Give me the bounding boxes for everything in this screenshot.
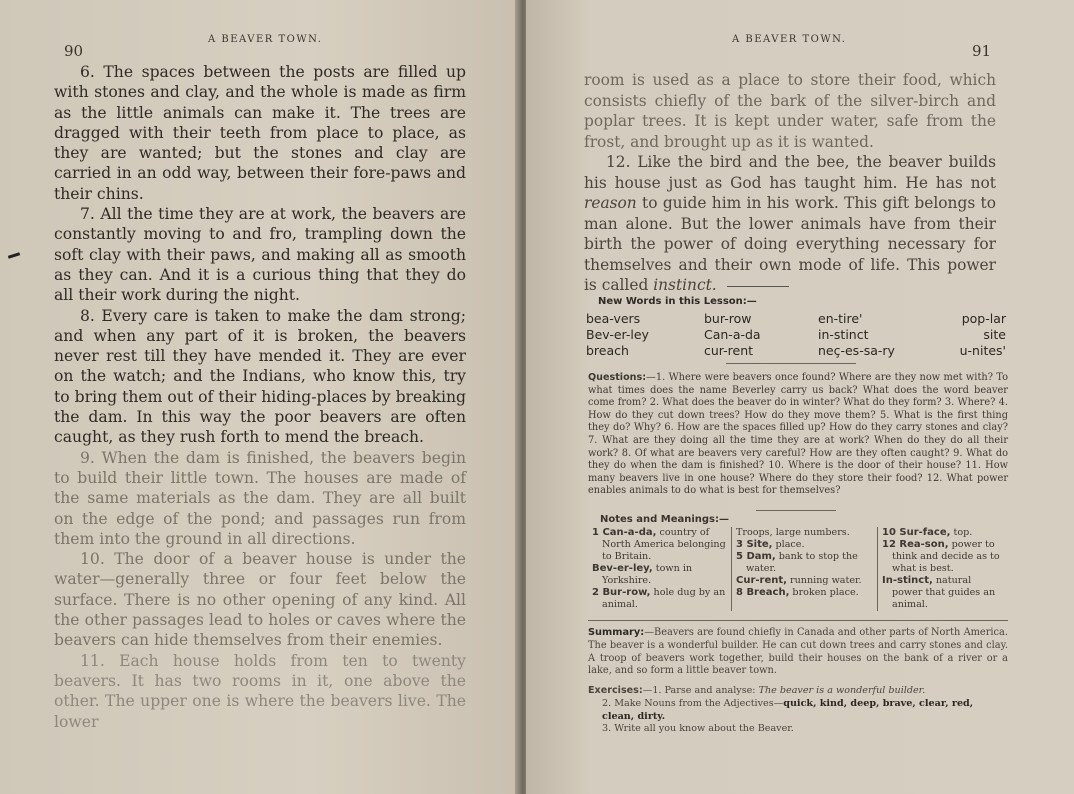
note-item: [736, 587, 873, 599]
note-item: [882, 527, 1004, 539]
note-item: [736, 539, 873, 551]
note-definition: place.: [772, 539, 805, 550]
summary-text: —Beavers are found chiefly in Canada and other parts of North America. The beaver is a wonderful builder. He can cut down trees and carry stones and clay. A troop of beavers work together, build their houses on the bank of a river or a lake, and so form a little beaver town.: [588, 627, 1008, 677]
questions-block: [588, 372, 1008, 498]
exercise-2: [588, 698, 1008, 724]
notes-column-1: [588, 527, 731, 611]
paragraph-9: 9. When the dam is finished, the beavers begin to build their little town. The houses are made of the same materials as the dam. They are all built on the edge of the pond; and passages run from them into the ground in all directions.: [54, 448, 466, 548]
divider: [756, 510, 836, 511]
paragraph-12-part-a: 12. Like the bird and the bee, the beaver builds his house just as God has taught him. He has not: [584, 153, 996, 192]
exercise-1: [588, 685, 1008, 698]
exercises-block: [588, 685, 1008, 736]
questions-label: Questions:: [588, 372, 647, 383]
note-definition: country of North America belonging to Britain.: [602, 527, 726, 562]
running-header-left: A BEAVER TOWN.: [208, 34, 323, 45]
word: u-nites': [959, 343, 1006, 358]
note-item: [592, 587, 727, 611]
note-definition: town in Yorkshire.: [602, 563, 693, 586]
pencil-mark: [8, 252, 20, 259]
note-item: [736, 527, 873, 539]
note-item: [736, 551, 873, 575]
note-term: 10 Sur-face,: [882, 527, 951, 538]
note-item: [736, 575, 873, 587]
new-words-grid: [586, 311, 1006, 358]
closing-rule: [727, 286, 789, 287]
note-item: [882, 539, 1004, 575]
paragraph-7: 7. All the time they are at work, the beavers are constantly moving to and fro, trampling down the soft clay with their paws, and making all as smooth as they can. And it is a curious thing that they do all their work during the night.: [54, 205, 466, 305]
note-definition: running water.: [786, 575, 862, 586]
word: Can-a-da: [704, 327, 761, 342]
word: site: [983, 327, 1006, 342]
note-term: Cur-rent,: [736, 575, 787, 586]
running-header-right: A BEAVER TOWN.: [732, 34, 847, 45]
note-term: Bev-er-ley,: [592, 563, 653, 574]
left-page-text: [54, 62, 466, 732]
word: bea-vers: [586, 311, 641, 326]
note-term: 1 Can-a-da,: [592, 527, 657, 538]
divider: [588, 620, 1008, 621]
divider: [726, 363, 856, 364]
exercise-1-sentence: The beaver is a wonderful builder.: [758, 685, 926, 696]
note-definition: bank to stop the water.: [746, 551, 858, 574]
note-item: [592, 563, 727, 587]
word: neç-es-sa-ry: [818, 343, 895, 358]
paragraph-10: 10. The door of a beaver house is under the water—generally three or four feet below the surface. There is no other opening of any kind. All the other passages lead to holes or caves where the beavers can hide themselves from their enemies.: [54, 550, 466, 650]
summary-label: Summary:: [588, 627, 645, 638]
paragraph-6: 6. The spaces between the posts are filled up with stones and clay, and the whole is made as firm as the little animals can make it. The trees are dragged with their teeth from place to place, as they are wanted; but the stones and clay are carried in an odd way, between their fore-paws and their chins.: [54, 63, 466, 203]
word: en-tire': [818, 311, 863, 326]
right-page-text: [584, 70, 996, 296]
instinct-italic: instinct.: [653, 276, 717, 294]
note-definition: power to think and decide as to what is best.: [892, 539, 1000, 574]
word: in-stinct: [818, 327, 869, 342]
note-term: 2 Bur-row,: [592, 587, 651, 598]
exercise-3: 3. Write all you know about the Beaver.: [602, 723, 794, 735]
word: bur-row: [704, 311, 752, 326]
paragraph-12: [584, 152, 996, 296]
note-term: 8 Breach,: [736, 587, 790, 598]
exercise-1-text: —1. Parse and analyse:: [642, 685, 759, 696]
notes-title: Notes and Meanings:—: [600, 514, 729, 525]
note-term: 3 Site,: [736, 539, 773, 550]
exercise-2-words: quick, kind, deep, brave, clear, red, clean, dirty.: [602, 697, 974, 722]
paragraph-11: 11. Each house holds from ten to twenty beavers. It has two rooms in it, one above the other. The upper one is where the beavers live. The lower: [54, 651, 466, 731]
left-page: [0, 0, 520, 794]
page-number-right: 91: [972, 42, 992, 60]
note-term: 12 Rea-son,: [882, 539, 949, 550]
questions-text: —1. Where were beavers once found? Where are they now met with? To what times does the name Beverley carry us back? What does the word beaver come from? 2. What does the beaver do in winter? What do they form? 3. Where? 4. How do they cut down trees? How do they move them? 5. What is the first thing they do? Why? 6. How are the spaces filled up? How do they carry stones and clay? 7. What are they doing all the time they are at work? When do they do all their work? 8. Of what are beavers very careful? How are they often caught? 9. What do they do when the dam is finished? 10. Where is the door of their house? 11. How many beavers live in one house? Where do they store their food? 12. What power enables animals to do what is best for themselves?: [588, 372, 1008, 497]
word: Bev-er-ley: [586, 327, 649, 342]
paragraph-11-continued: room is used as a place to store their food, which consists chiefly of the bark of the silver-birch and poplar trees. It is kept under water, safe from the frost, and brought up as it is wanted.: [584, 71, 996, 151]
notes-column-2: [731, 527, 877, 611]
paragraph-8: 8. Every care is taken to make the dam strong; and when any part of it is broken, the beavers never rest till they have mended it. They are ever on the watch; and the Indians, who know this, try to bring them out of their hiding-places by breaking the dam. In this way the poor beavers are often caught, as they rush forth to mend the breach.: [54, 306, 466, 447]
word: pop-lar: [961, 311, 1006, 326]
page-number-left: 90: [64, 42, 84, 60]
word: cur-rent: [704, 343, 754, 358]
note-item: [592, 527, 727, 563]
summary-block: [588, 627, 1008, 678]
note-definition: broken place.: [789, 587, 859, 598]
note-term: In-stinct,: [882, 575, 933, 586]
note-definition: Troops, large numbers.: [736, 527, 850, 538]
exercises-label: Exercises:: [588, 685, 643, 696]
exercise-2-text: 2. Make Nouns from the Adjectives—: [602, 697, 784, 709]
notes-table: [588, 527, 1008, 611]
note-term: 5 Dam,: [736, 551, 776, 562]
word: breach: [586, 343, 629, 358]
paragraph-12-part-b: to guide him in his work. This gift belongs to man alone. But the lower animals have from their birth the power of doing everything necessary for themselves and their own mode of life. This power is called: [584, 194, 996, 294]
right-page: [526, 0, 1074, 794]
notes-column-3: [877, 527, 1008, 611]
note-definition: top.: [950, 527, 973, 538]
note-item: [882, 575, 1004, 611]
reason-italic: reason: [584, 194, 637, 212]
note-definition: natural power that guides an animal.: [892, 575, 996, 610]
note-definition: hole dug by an animal.: [602, 587, 726, 610]
new-words-title: New Words in this Lesson:—: [598, 296, 757, 307]
